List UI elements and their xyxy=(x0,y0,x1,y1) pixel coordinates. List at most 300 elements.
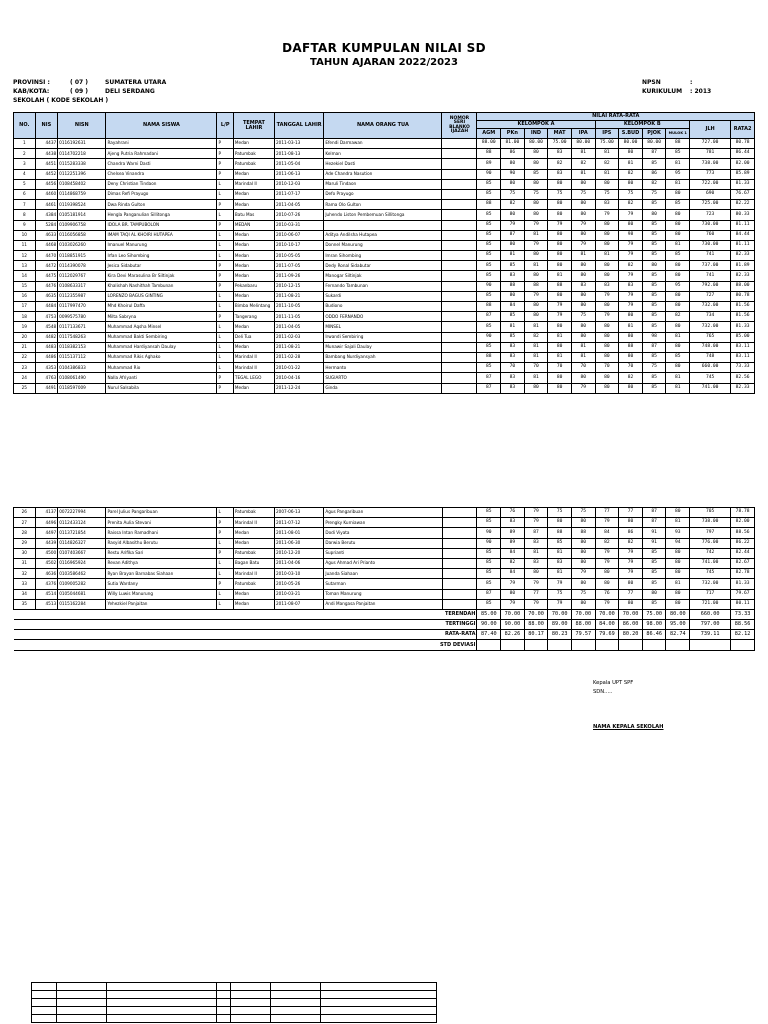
cell-grade: 80 xyxy=(548,230,572,240)
cell-grade: 85 xyxy=(642,271,666,281)
cell-grade: 88 xyxy=(477,149,501,159)
cell-nomor-seri xyxy=(442,230,477,240)
cell-grade: 81 xyxy=(666,518,690,528)
cell-nomor-seri xyxy=(442,322,477,332)
table-row xyxy=(14,569,755,579)
blank-cell xyxy=(32,999,57,1007)
summary-value: 797.00 xyxy=(690,620,731,630)
cell-lp: P xyxy=(217,373,233,383)
cell-grade: 80 xyxy=(548,322,572,332)
cell-nomor-seri xyxy=(442,210,477,220)
cell-grade: 90 xyxy=(477,528,501,538)
cell-grade: 83 xyxy=(501,352,525,362)
cell-grade: 87 xyxy=(477,589,501,599)
table-row xyxy=(14,548,755,558)
cell-grade: 88 xyxy=(501,281,525,291)
cell-nama-orang-tua: SUGIARTO xyxy=(324,373,442,383)
cell-jlh: 705 xyxy=(690,508,731,518)
cell-nis: 4470 xyxy=(35,251,58,261)
header-nomor-seri: NOMOR SERI BLANKO IJAZAH xyxy=(442,113,477,139)
cell-grade: 79 xyxy=(619,240,643,250)
cell-grade: 80 xyxy=(595,179,619,189)
table-row xyxy=(14,220,755,230)
cell-grade: 81 xyxy=(619,159,643,169)
cell-grade: 85 xyxy=(642,383,666,393)
cell-grade: 82 xyxy=(619,200,643,210)
cell-tempat-lahir: Marindal II xyxy=(233,179,274,189)
cell-grade: 80 xyxy=(571,579,595,589)
header-rata2: RATA2 xyxy=(731,121,755,139)
cell-grade: 83 xyxy=(619,281,643,291)
cell-no: 31 xyxy=(14,558,36,568)
cell-grade: 79 xyxy=(548,220,572,230)
provinsi-code: ( 07 ) xyxy=(70,79,89,86)
table-row xyxy=(14,240,755,250)
cell-nama-siswa: Revan Adithya xyxy=(106,558,217,568)
cell-nisn: 0118597009 xyxy=(58,383,106,393)
cell-grade: 70 xyxy=(595,363,619,373)
cell-rata2: 84.44 xyxy=(731,230,755,240)
summary-value: 98.00 xyxy=(642,620,666,630)
cell-nisn: 0072227994 xyxy=(58,508,106,518)
cell-no: 27 xyxy=(14,518,36,528)
cell-rata2: 82.67 xyxy=(731,558,755,568)
cell-nama-orang-tua: Ade Chandra Nasution xyxy=(324,169,442,179)
cell-grade: 82 xyxy=(571,159,595,169)
cell-grade: 85 xyxy=(477,240,501,250)
cell-grade: 75 xyxy=(571,312,595,322)
cell-jlh: 722.00 xyxy=(690,179,731,189)
header-kelompok-b: KELOMPOK B xyxy=(595,121,690,129)
cell-grade: 83 xyxy=(524,538,548,548)
cell-tanggal-lahir: 2011-04-05 xyxy=(274,322,323,332)
cell-nama-siswa: Hengla Panganulian Sillitonga xyxy=(106,210,217,220)
cell-grade: 85 xyxy=(548,538,572,548)
cell-jlh: 725.00 xyxy=(690,200,731,210)
cell-nama-siswa: Dwa Rinda Gulton xyxy=(106,200,217,210)
summary-value: 70.00 xyxy=(501,609,525,619)
cell-tempat-lahir: Medan xyxy=(233,139,274,149)
cell-lp: L xyxy=(217,569,233,579)
cell-grade: 87 xyxy=(642,342,666,352)
cell-grade: 80 xyxy=(548,291,572,301)
cell-grade: 87 xyxy=(477,383,501,393)
cell-rata2: 81.33 xyxy=(731,322,755,332)
cell-no: 11 xyxy=(14,240,36,250)
cell-nama-orang-tua: Toman Manurung xyxy=(324,589,442,599)
cell-grade: 87 xyxy=(642,518,666,528)
table-row xyxy=(14,169,755,179)
table-row xyxy=(14,322,755,332)
cell-lp: L xyxy=(217,538,233,548)
cell-grade: 80 xyxy=(619,179,643,189)
cell-no: 28 xyxy=(14,528,36,538)
cell-rata2: 83.11 xyxy=(731,342,755,352)
cell-grade: 85 xyxy=(501,312,525,322)
cell-lp: L xyxy=(217,342,233,352)
header-nilai-rata-rata: NILAI RATA-RATA xyxy=(477,113,755,121)
cell-grade: 76 xyxy=(595,589,619,599)
cell-lp: P xyxy=(217,579,233,589)
cell-nis: 4514 xyxy=(35,589,58,599)
cell-tempat-lahir: Medan xyxy=(233,383,274,393)
cell-no: 25 xyxy=(14,383,36,393)
cell-grade: 87 xyxy=(642,508,666,518)
cell-nisn: 0119398524 xyxy=(58,200,106,210)
cell-grade: 79 xyxy=(501,220,525,230)
cell-grade: 80 xyxy=(524,569,548,579)
cell-grade: 80 xyxy=(524,383,548,393)
cell-nis: 4763 xyxy=(35,373,58,383)
cell-tanggal-lahir: 2011-07-05 xyxy=(274,261,323,271)
cell-grade: 85 xyxy=(477,271,501,281)
cell-nama-orang-tua: ODDO FERNANDO xyxy=(324,312,442,322)
cell-grade: 81 xyxy=(666,579,690,589)
table-row xyxy=(14,383,755,393)
cell-nis: 4437 xyxy=(35,139,58,149)
cell-grade: 80 xyxy=(571,332,595,342)
header-subject: PJOK xyxy=(642,129,666,139)
cell-nis: 4482 xyxy=(35,332,58,342)
cell-grade: 79 xyxy=(571,569,595,579)
cell-grade: 80 xyxy=(548,251,572,261)
cell-grade: 75 xyxy=(571,589,595,599)
cell-tempat-lahir: Patumbak xyxy=(233,548,274,558)
cell-nomor-seri xyxy=(442,312,477,322)
cell-no: 29 xyxy=(14,538,36,548)
cell-tanggal-lahir: 2010-12-20 xyxy=(275,548,324,558)
cell-tempat-lahir: Medan xyxy=(233,230,274,240)
cell-grade: 80 xyxy=(524,200,548,210)
cell-nis: 4476 xyxy=(35,281,58,291)
cell-lp: L xyxy=(217,332,233,342)
cell-no: 5 xyxy=(14,179,36,189)
cell-grade: 88 xyxy=(548,281,572,291)
blank-cell xyxy=(231,991,271,999)
cell-grade: 81 xyxy=(524,230,548,240)
cell-nama-siswa: IDOLA BR. TAMPUBOLON xyxy=(106,220,217,230)
cell-no: 16 xyxy=(14,291,36,301)
cell-nomor-seri xyxy=(442,179,477,189)
cell-nis: 4500 xyxy=(35,548,58,558)
cell-tempat-lahir: Medan xyxy=(233,200,274,210)
cell-nisn: 0115162284 xyxy=(58,599,106,609)
cell-grade: 80 xyxy=(524,271,548,281)
cell-nama-siswa: Muhammad Rio xyxy=(106,363,217,373)
cell-nama-orang-tua: Sutarman xyxy=(324,579,442,589)
cell-grade: 80 xyxy=(666,261,690,271)
table-row xyxy=(14,312,755,322)
cell-grade: 80 xyxy=(524,302,548,312)
cell-nisn: 0112355987 xyxy=(58,291,106,301)
cell-grade: 88 xyxy=(548,528,572,538)
cell-nomor-seri xyxy=(442,261,477,271)
cell-nis: 4513 xyxy=(35,599,58,609)
cell-nisn: 0116192631 xyxy=(58,139,106,149)
cell-grade: 79 xyxy=(619,548,643,558)
cell-grade: 80 xyxy=(666,291,690,301)
cell-nomor-seri xyxy=(442,548,477,558)
cell-grade: 85 xyxy=(477,189,501,199)
cell-grade: 84 xyxy=(595,528,619,538)
cell-tempat-lahir: Medan xyxy=(233,342,274,352)
cell-jlh: 745 xyxy=(690,569,731,579)
cell-no: 8 xyxy=(14,210,36,220)
cell-grade: 81 xyxy=(524,352,548,362)
cell-grade: 80 xyxy=(595,569,619,579)
cell-grade: 84 xyxy=(501,548,525,558)
table-row xyxy=(14,200,755,210)
summary-value: 90.00 xyxy=(477,620,501,630)
cell-rata2: 82.44 xyxy=(731,548,755,558)
cell-grade: 80 xyxy=(524,149,548,159)
cell-grade: 82 xyxy=(548,159,572,169)
blank-cell xyxy=(32,1015,57,1023)
cell-nomor-seri xyxy=(442,538,477,548)
cell-grade: 80 xyxy=(571,200,595,210)
cell-rata2: 86.44 xyxy=(731,149,755,159)
cell-grade: 82 xyxy=(595,159,619,169)
cell-grade: 80 xyxy=(571,322,595,332)
cell-grade: 85 xyxy=(666,251,690,261)
table-row xyxy=(14,373,755,383)
blank-cell xyxy=(107,991,217,999)
table-row xyxy=(14,302,755,312)
kurikulum-label: KURIKULUM xyxy=(642,88,683,95)
cell-grade: 79 xyxy=(619,569,643,579)
cell-tempat-lahir: Patumbak xyxy=(233,159,274,169)
cell-nomor-seri xyxy=(442,159,477,169)
cell-grade: 84 xyxy=(501,302,525,312)
cell-nisn: 0114868759 xyxy=(58,189,106,199)
summary-value: 70.00 xyxy=(619,609,643,619)
cell-nama-siswa: IMAM TAQI AL KHOIRI HUTAPEA xyxy=(106,230,217,240)
summary-value: 79.57 xyxy=(571,630,595,640)
table-row xyxy=(14,342,755,352)
cell-grade: 85 xyxy=(477,363,501,373)
cell-grade: 79 xyxy=(619,291,643,301)
cell-rata2: 85.00 xyxy=(731,332,755,342)
blank-cell xyxy=(321,1015,437,1023)
cell-no: 33 xyxy=(14,579,36,589)
blank-cell xyxy=(57,1007,107,1015)
cell-nis: 4384 xyxy=(35,210,58,220)
cell-nomor-seri xyxy=(442,569,477,579)
table-row xyxy=(14,352,755,362)
blank-cell xyxy=(271,1007,321,1015)
cell-grade: 83 xyxy=(548,558,572,568)
cell-grade: 82 xyxy=(642,179,666,189)
cell-tanggal-lahir: 2010-04-16 xyxy=(274,373,323,383)
cell-nama-orang-tua: Hermanto xyxy=(324,363,442,373)
cell-nis: 4633 xyxy=(35,230,58,240)
cell-grade: 90 xyxy=(477,538,501,548)
cell-nis: 4468 xyxy=(35,240,58,250)
signature-school: SDN..... xyxy=(593,689,613,695)
cell-nama-orang-tua: MINSEL xyxy=(324,322,442,332)
summary-value: 80.23 xyxy=(548,630,572,640)
cell-nis: 4635 xyxy=(35,291,58,301)
cell-grade: 85 xyxy=(642,548,666,558)
cell-rata2: 88.56 xyxy=(731,528,755,538)
cell-nis: 4376 xyxy=(35,579,58,589)
cell-nis: 4353 xyxy=(35,363,58,373)
cell-jlh: 741.00 xyxy=(690,558,731,568)
cell-tempat-lahir: Medan xyxy=(233,291,274,301)
cell-grade: 81 xyxy=(571,352,595,362)
cell-tempat-lahir: MEDAN xyxy=(233,220,274,230)
cell-tempat-lahir: Medan xyxy=(233,271,274,281)
cell-nisn: 0114702218 xyxy=(58,149,106,159)
cell-grade: 79 xyxy=(524,599,548,609)
cell-no: 1 xyxy=(14,139,36,149)
cell-lp: P xyxy=(217,149,233,159)
blank-cell xyxy=(32,1007,57,1015)
cell-jlh: 776.00 xyxy=(690,538,731,548)
table-row xyxy=(14,210,755,220)
cell-grade: 85 xyxy=(642,312,666,322)
cell-grade: 80 xyxy=(548,342,572,352)
cell-jlh: 732.00 xyxy=(690,579,731,589)
cell-nama-orang-tua: Manogar Siltinjak xyxy=(324,271,442,281)
cell-nomor-seri xyxy=(442,589,477,599)
cell-lp: L xyxy=(217,508,233,518)
table-row xyxy=(14,291,755,301)
cell-tanggal-lahir: 2010-06-07 xyxy=(274,230,323,240)
cell-no: 13 xyxy=(14,261,36,271)
cell-tempat-lahir: TEGAL LEGO xyxy=(233,373,274,383)
cell-grade: 80 xyxy=(619,518,643,528)
cell-nama-orang-tua: Donnel Manurung xyxy=(324,240,442,250)
cell-nama-siswa: Nalla Afriyanti xyxy=(106,373,217,383)
cell-nomor-seri xyxy=(442,139,477,149)
cell-nama-siswa: Milta Sabryna xyxy=(106,312,217,322)
cell-tanggal-lahir: 2011-11-05 xyxy=(274,312,323,322)
cell-nisn: 0107403667 xyxy=(58,548,106,558)
cell-grade: 79 xyxy=(548,579,572,589)
cell-grade: 90 xyxy=(477,169,501,179)
cell-grade: 75 xyxy=(571,508,595,518)
cell-nisn: 0118382153 xyxy=(58,342,106,352)
cell-grade: 80 xyxy=(571,179,595,189)
cell-lp: P xyxy=(217,528,233,538)
cell-nis: 5284 xyxy=(35,220,58,230)
cell-grade: 81 xyxy=(619,322,643,332)
cell-rata2: 78.78 xyxy=(731,508,755,518)
summary-label: RATA-RATA xyxy=(14,630,477,640)
blank-cell xyxy=(32,991,57,999)
cell-tempat-lahir: Patumbak xyxy=(233,149,274,159)
cell-tanggal-lahir: 2010-10-17 xyxy=(274,240,323,250)
cell-nama-orang-tua: Suprianti xyxy=(324,548,442,558)
cell-nama-orang-tua: Kelman xyxy=(324,149,442,159)
summary-value: 86.46 xyxy=(642,630,666,640)
cell-nama-orang-tua: Fernando Tambunan xyxy=(324,281,442,291)
cell-grade: 83 xyxy=(571,281,595,291)
cell-nisn: 0103026260 xyxy=(58,240,106,250)
cell-nis: 4438 xyxy=(35,149,58,159)
summary-value: 95.00 xyxy=(666,620,690,630)
summary-value: 75.00 xyxy=(642,609,666,619)
cell-rata2: 81.11 xyxy=(731,240,755,250)
cell-nama-siswa: Muhammad Aqsha Minsel xyxy=(106,322,217,332)
cell-nis: 4502 xyxy=(35,558,58,568)
cell-tanggal-lahir: 2011-05-04 xyxy=(274,159,323,169)
cell-grade: 83 xyxy=(501,373,525,383)
blank-cell xyxy=(321,983,437,991)
cell-grade: 80 xyxy=(571,291,595,301)
header-subject: AGM xyxy=(477,129,501,139)
cell-nama-orang-tua: Aditya Andilsha Hutapea xyxy=(324,230,442,240)
cell-tempat-lahir: Marindal II xyxy=(233,569,274,579)
cell-nomor-seri xyxy=(442,558,477,568)
cell-grade: 81 xyxy=(548,569,572,579)
cell-jlh: 748.00 xyxy=(690,342,731,352)
cell-grade: 85 xyxy=(501,332,525,342)
cell-grade: 85 xyxy=(477,251,501,261)
cell-tanggal-lahir: 2011-08-21 xyxy=(274,342,323,352)
cell-tanggal-lahir: 2011-07-12 xyxy=(275,518,324,528)
cell-grade: 89 xyxy=(477,159,501,169)
cell-nama-orang-tua: Munawir Sajali Daulay xyxy=(324,342,442,352)
cell-nomor-seri xyxy=(442,251,477,261)
cell-grade: 81 xyxy=(501,251,525,261)
header-subject: PKn xyxy=(501,129,525,139)
cell-rata2: 82.56 xyxy=(731,373,755,383)
cell-nama-siswa: Deny Christian Tindaon xyxy=(106,179,217,189)
cell-nisn: 0116965924 xyxy=(58,558,106,568)
cell-grade: 85 xyxy=(477,179,501,189)
cell-tanggal-lahir: 2011-02-03 xyxy=(274,332,323,342)
summary-value: 88.56 xyxy=(731,620,755,630)
cell-grade: 87 xyxy=(501,230,525,240)
summary-value: 89.00 xyxy=(548,620,572,630)
cell-tanggal-lahir: 2011-02-28 xyxy=(274,352,323,362)
cell-rata2: 82.33 xyxy=(731,251,755,261)
cell-grade: 95 xyxy=(666,169,690,179)
cell-no: 22 xyxy=(14,352,36,362)
cell-nama-siswa: Willy Luwis Manurung xyxy=(106,589,217,599)
header-tempat-lahir: TEMPAT LAHIR xyxy=(233,113,274,139)
cell-grade: 85 xyxy=(666,149,690,159)
cell-grade: 77 xyxy=(619,508,643,518)
cell-grade: 83 xyxy=(595,281,619,291)
blank-cell xyxy=(231,983,271,991)
cell-nama-orang-tua: Efendi Darmawan xyxy=(324,139,442,149)
cell-rata2: 88.00 xyxy=(731,281,755,291)
cell-nisn: 0113721854 xyxy=(58,528,106,538)
cell-grade: 80 xyxy=(595,261,619,271)
cell-grade: 83 xyxy=(548,169,572,179)
cell-nisn: 0105181914 xyxy=(58,210,106,220)
cell-tanggal-lahir: 2010-03-21 xyxy=(275,589,324,599)
cell-nama-siswa: Ryan Brayan Barnabas Siahaan xyxy=(106,569,217,579)
cell-grade: 75 xyxy=(595,189,619,199)
cell-grade: 85 xyxy=(477,558,501,568)
cell-grade: 79 xyxy=(548,312,572,322)
blank-row xyxy=(32,999,437,1007)
blank-cell xyxy=(231,1015,271,1023)
blank-row xyxy=(32,991,437,999)
cell-tanggal-lahir: 2011-04-06 xyxy=(275,558,324,568)
cell-grade: 79 xyxy=(595,558,619,568)
cell-tanggal-lahir: 2011-12-24 xyxy=(274,383,323,393)
cell-grade: 81 xyxy=(666,240,690,250)
cell-nisn: 0117133671 xyxy=(58,322,106,332)
table-row xyxy=(14,518,755,528)
cell-grade: 85 xyxy=(477,508,501,518)
cell-grade: 79 xyxy=(595,518,619,528)
